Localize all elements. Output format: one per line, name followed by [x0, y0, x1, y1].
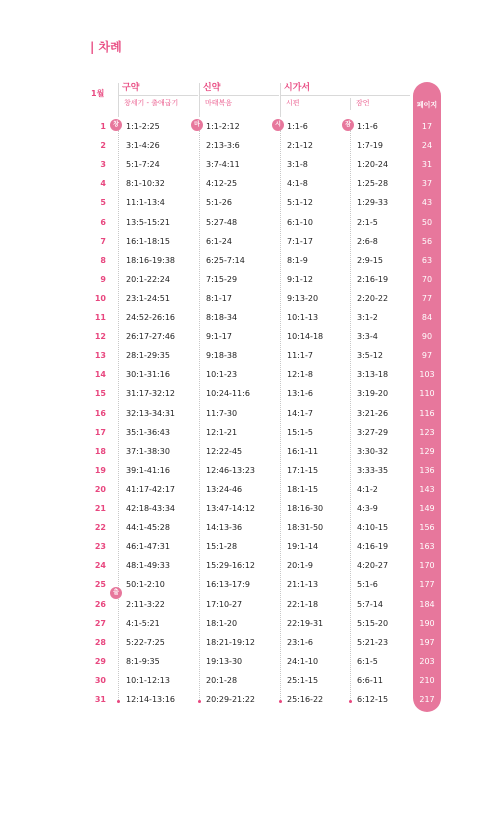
page-number: 210	[419, 675, 435, 685]
page-number: 110	[419, 389, 435, 399]
psalms-reading: 15:1-5	[287, 427, 313, 437]
proverbs-reading: 3:33-35	[357, 465, 389, 475]
old-testament-reading: 26:17-27:46	[126, 332, 175, 342]
old-testament-reading: 32:13-34:31	[126, 408, 175, 418]
old-testament-reading: 4:1-5:21	[126, 618, 160, 628]
proverbs-reading: 4:20-27	[357, 561, 389, 571]
new-testament-reading: 13:47-14:12	[206, 504, 255, 513]
day-number: 31	[94, 695, 106, 704]
old-testament-reading: 24:52-26:16	[126, 313, 175, 322]
psalms-reading: 18:31-50	[287, 523, 324, 533]
proverbs-reading: 3:30-32	[357, 446, 389, 456]
old-testament-reading: 48:1-49:33	[126, 561, 170, 571]
day-number: 22	[94, 523, 106, 533]
genesis-badge: 창	[110, 119, 122, 131]
page-number: 31	[421, 160, 433, 170]
page-number: 103	[419, 370, 435, 380]
day-number: 18	[94, 446, 106, 456]
new-testament-title: 신약	[203, 83, 221, 93]
day-number: 23	[94, 542, 106, 552]
page-number: 43	[421, 198, 433, 208]
matthew-badge: 마	[191, 119, 203, 131]
page-column-header: 페이지	[416, 101, 438, 109]
page-number: 70	[421, 274, 433, 284]
proverbs-reading: 3:3-4	[357, 332, 378, 342]
page-number: 56	[421, 236, 433, 246]
new-testament-reading: 1:1-2:12	[206, 122, 240, 131]
new-testament-reading: 19:13-30	[206, 656, 243, 666]
psalms-reading: 22:19-31	[287, 618, 324, 628]
day-number: 3	[100, 160, 106, 170]
proverbs-subtitle: 잠언	[356, 99, 370, 107]
psalms-reading: 13:1-6	[287, 389, 313, 399]
proverbs-reading: 2:16-19	[357, 274, 389, 284]
day-number: 26	[94, 599, 106, 609]
day-number: 28	[94, 637, 106, 647]
old-testament-reading: 11:1-13:4	[126, 198, 165, 208]
proverbs-reading: 1:29-33	[357, 198, 389, 208]
psalms-reading: 10:1-13	[287, 313, 319, 322]
proverbs-reading: 3:27-29	[357, 427, 389, 437]
old-testament-reading: 20:1-22:24	[126, 274, 170, 284]
psalms-reading: 10:14-18	[287, 332, 324, 342]
proverbs-reading: 3:1-2	[357, 313, 378, 322]
proverbs-reading: 3:21-26	[357, 408, 389, 418]
old-testament-reading: 2:11-3:22	[126, 599, 165, 609]
new-testament-reading: 18:1-20	[206, 618, 238, 628]
old-testament-reading: 46:1-47:31	[126, 542, 170, 552]
old-testament-reading: 18:16-19:38	[126, 255, 175, 265]
old-testament-reading: 13:5-15:21	[126, 217, 170, 227]
proverbs-reading: 5:7-14	[357, 599, 383, 609]
toc-title: | 차례	[90, 40, 122, 54]
new-testament-reading: 20:29-21:22	[206, 695, 255, 704]
new-testament-subtitle: 마태복음	[205, 99, 233, 107]
new-testament-reading: 3:7-4:11	[206, 160, 240, 170]
psalms-reading: 11:1-7	[287, 351, 313, 361]
day-number: 8	[100, 255, 106, 265]
new-testament-reading: 16:13-17:9	[206, 580, 250, 590]
old-testament-reading: 30:1-31:16	[126, 370, 170, 380]
psalms-reading: 20:1-9	[287, 561, 313, 571]
proverbs-reading: 6:1-5	[357, 656, 378, 666]
proverbs-reading: 1:7-19	[357, 141, 383, 151]
page-number: 24	[421, 141, 433, 151]
psalms-reading: 6:1-10	[287, 217, 313, 227]
page-number: 217	[419, 695, 435, 704]
proverbs-reading: 1:20-24	[357, 160, 389, 170]
day-number: 17	[94, 427, 106, 437]
old-testament-reading: 10:1-12:13	[126, 675, 170, 685]
psalms-reading: 19:1-14	[287, 542, 319, 552]
new-testament-reading: 17:10-27	[206, 599, 243, 609]
proverbs-reading: 1:1-6	[357, 122, 378, 131]
proverbs-reading: 6:6-11	[357, 675, 383, 685]
old-testament-title: 구약	[122, 83, 140, 93]
wisdom-title: 시가서	[284, 83, 311, 93]
page-number: 77	[421, 293, 433, 303]
day-number: 11	[94, 313, 106, 322]
exodus-badge: 출	[110, 587, 122, 599]
old-testament-reading: 35:1-36:43	[126, 427, 170, 437]
day-number: 12	[94, 332, 106, 342]
day-number: 29	[94, 656, 106, 666]
page-number: 37	[421, 179, 433, 189]
old-testament-reading: 5:22-7:25	[126, 637, 165, 647]
page-number: 190	[419, 618, 435, 628]
new-testament-reading: 9:18-38	[206, 351, 238, 361]
new-testament-reading: 10:24-11:6	[206, 389, 250, 399]
old-testament-reading: 3:1-4:26	[126, 141, 160, 151]
day-number: 2	[100, 141, 106, 151]
psalms-reading: 1:1-6	[287, 122, 308, 131]
month-label: 1월	[91, 89, 105, 98]
page-number: 170	[419, 561, 435, 571]
psalms-reading: 22:1-18	[287, 599, 319, 609]
day-number: 4	[100, 179, 106, 189]
day-number: 21	[94, 504, 106, 513]
proverbs-reading: 2:20-22	[357, 293, 389, 303]
page-number: 203	[419, 656, 435, 666]
old-testament-reading: 44:1-45:28	[126, 523, 170, 533]
old-testament-reading: 8:1-10:32	[126, 179, 165, 189]
day-number: 7	[100, 236, 106, 246]
psalms-reading: 12:1-8	[287, 370, 313, 380]
page-number: 143	[419, 484, 435, 494]
proverbs-reading: 4:10-15	[357, 523, 389, 533]
psalms-reading: 18:16-30	[287, 504, 324, 513]
proverbs-reading: 5:1-6	[357, 580, 378, 590]
page-number: 197	[419, 637, 435, 647]
day-number: 1	[100, 122, 106, 131]
proverbs-reading: 2:1-5	[357, 217, 378, 227]
page-number: 97	[421, 351, 433, 361]
new-testament-reading: 6:1-24	[206, 236, 232, 246]
old-testament-reading: 50:1-2:10	[126, 580, 165, 590]
page-number: 184	[419, 599, 435, 609]
psalms-reading: 21:1-13	[287, 580, 319, 590]
day-number: 24	[94, 561, 106, 571]
psalms-reading: 25:1-15	[287, 675, 319, 685]
new-testament-reading: 10:1-23	[206, 370, 238, 380]
new-testament-reading: 9:1-17	[206, 332, 232, 342]
proverbs-reading: 6:12-15	[357, 695, 389, 704]
proverbs-reading: 4:1-2	[357, 484, 378, 494]
day-number: 27	[94, 618, 106, 628]
psalms-subtitle: 시편	[286, 99, 300, 107]
proverbs-reading: 3:13-18	[357, 370, 389, 380]
proverbs-reading: 2:9-15	[357, 255, 383, 265]
new-testament-reading: 14:13-36	[206, 523, 243, 533]
old-testament-subtitle: 창세기 - 출애굽기	[124, 99, 179, 107]
psalms-reading: 14:1-7	[287, 408, 313, 418]
day-number: 14	[94, 370, 106, 380]
old-testament-reading: 16:1-18:15	[126, 236, 170, 246]
psalms-reading: 25:16-22	[287, 695, 324, 704]
new-testament-reading: 4:12-25	[206, 179, 238, 189]
old-testament-reading: 37:1-38:30	[126, 446, 170, 456]
new-testament-reading: 11:7-30	[206, 408, 238, 418]
page-number: 116	[419, 408, 435, 418]
old-testament-reading: 41:17-42:17	[126, 484, 175, 494]
page-number: 84	[421, 313, 433, 322]
proverbs-reading: 2:6-8	[357, 236, 378, 246]
psalms-reading: 5:1-12	[287, 198, 313, 208]
wisdom-sub-divider	[350, 98, 351, 110]
old-testament-reading: 31:17-32:12	[126, 389, 175, 399]
page-number: 163	[419, 542, 435, 552]
psalms-reading: 23:1-6	[287, 637, 313, 647]
proverbs-reading: 5:21-23	[357, 637, 389, 647]
day-number: 15	[94, 389, 106, 399]
psalms-badge: 시	[272, 119, 284, 131]
page-number: 90	[421, 332, 433, 342]
day-number: 5	[100, 198, 106, 208]
page-number: 63	[421, 255, 433, 265]
page-number: 177	[419, 580, 435, 590]
psalms-reading: 18:1-15	[287, 484, 319, 494]
old-testament-reading: 12:14-13:16	[126, 695, 175, 704]
new-testament-reading: 13:24-46	[206, 484, 243, 494]
psalms-reading: 9:13-20	[287, 293, 319, 303]
day-number: 20	[94, 484, 106, 494]
old-testament-reading: 1:1-2:25	[126, 122, 160, 131]
old-testament-reading: 28:1-29:35	[126, 351, 170, 361]
proverbs-reading: 1:25-28	[357, 179, 389, 189]
psalms-reading: 24:1-10	[287, 656, 319, 666]
day-number: 25	[94, 580, 106, 590]
old-testament-reading: 39:1-41:16	[126, 465, 170, 475]
table-row	[0, 688, 500, 710]
new-testament-reading: 12:46-13:23	[206, 465, 255, 475]
new-testament-reading: 5:27-48	[206, 217, 238, 227]
day-number: 10	[94, 293, 106, 303]
page-number: 129	[419, 446, 435, 456]
old-testament-reading: 23:1-24:51	[126, 293, 170, 303]
old-testament-reading: 5:1-7:24	[126, 160, 160, 170]
psalms-reading: 17:1-15	[287, 465, 319, 475]
proverbs-reading: 3:5-12	[357, 351, 383, 361]
day-number: 13	[94, 351, 106, 361]
day-number: 19	[94, 465, 106, 475]
new-testament-reading: 12:1-21	[206, 427, 238, 437]
new-testament-reading: 8:18-34	[206, 313, 238, 322]
proverbs-reading: 5:15-20	[357, 618, 389, 628]
proverbs-reading: 3:19-20	[357, 389, 389, 399]
psalms-reading: 2:1-12	[287, 141, 313, 151]
psalms-reading: 8:1-9	[287, 255, 308, 265]
proverbs-reading: 4:3-9	[357, 504, 378, 513]
day-number: 16	[94, 408, 106, 418]
new-testament-reading: 8:1-17	[206, 293, 232, 303]
new-testament-reading: 6:25-7:14	[206, 255, 245, 265]
day-number: 9	[100, 274, 106, 284]
psalms-reading: 16:1-11	[287, 446, 319, 456]
new-testament-reading: 2:13-3:6	[206, 141, 240, 151]
page-number: 149	[419, 504, 435, 513]
page-number: 123	[419, 427, 435, 437]
new-testament-reading: 7:15-29	[206, 274, 238, 284]
day-number: 30	[94, 675, 106, 685]
psalms-reading: 9:1-12	[287, 274, 313, 284]
new-testament-reading: 5:1-26	[206, 198, 232, 208]
old-testament-reading: 42:18-43:34	[126, 504, 175, 513]
new-testament-reading: 12:22-45	[206, 446, 243, 456]
psalms-reading: 4:1-8	[287, 179, 308, 189]
page-number: 17	[421, 122, 433, 131]
proverbs-reading: 4:16-19	[357, 542, 389, 552]
page-number: 156	[419, 523, 435, 533]
new-testament-reading: 15:29-16:12	[206, 561, 255, 571]
page-number: 136	[419, 465, 435, 475]
proverbs-badge: 잠	[342, 119, 354, 131]
new-testament-reading: 20:1-28	[206, 675, 238, 685]
new-testament-reading: 18:21-19:12	[206, 637, 255, 647]
new-testament-reading: 15:1-28	[206, 542, 238, 552]
psalms-reading: 7:1-17	[287, 236, 313, 246]
day-number: 6	[100, 217, 106, 227]
old-testament-reading: 8:1-9:35	[126, 656, 160, 666]
page-number: 50	[421, 217, 433, 227]
psalms-reading: 3:1-8	[287, 160, 308, 170]
